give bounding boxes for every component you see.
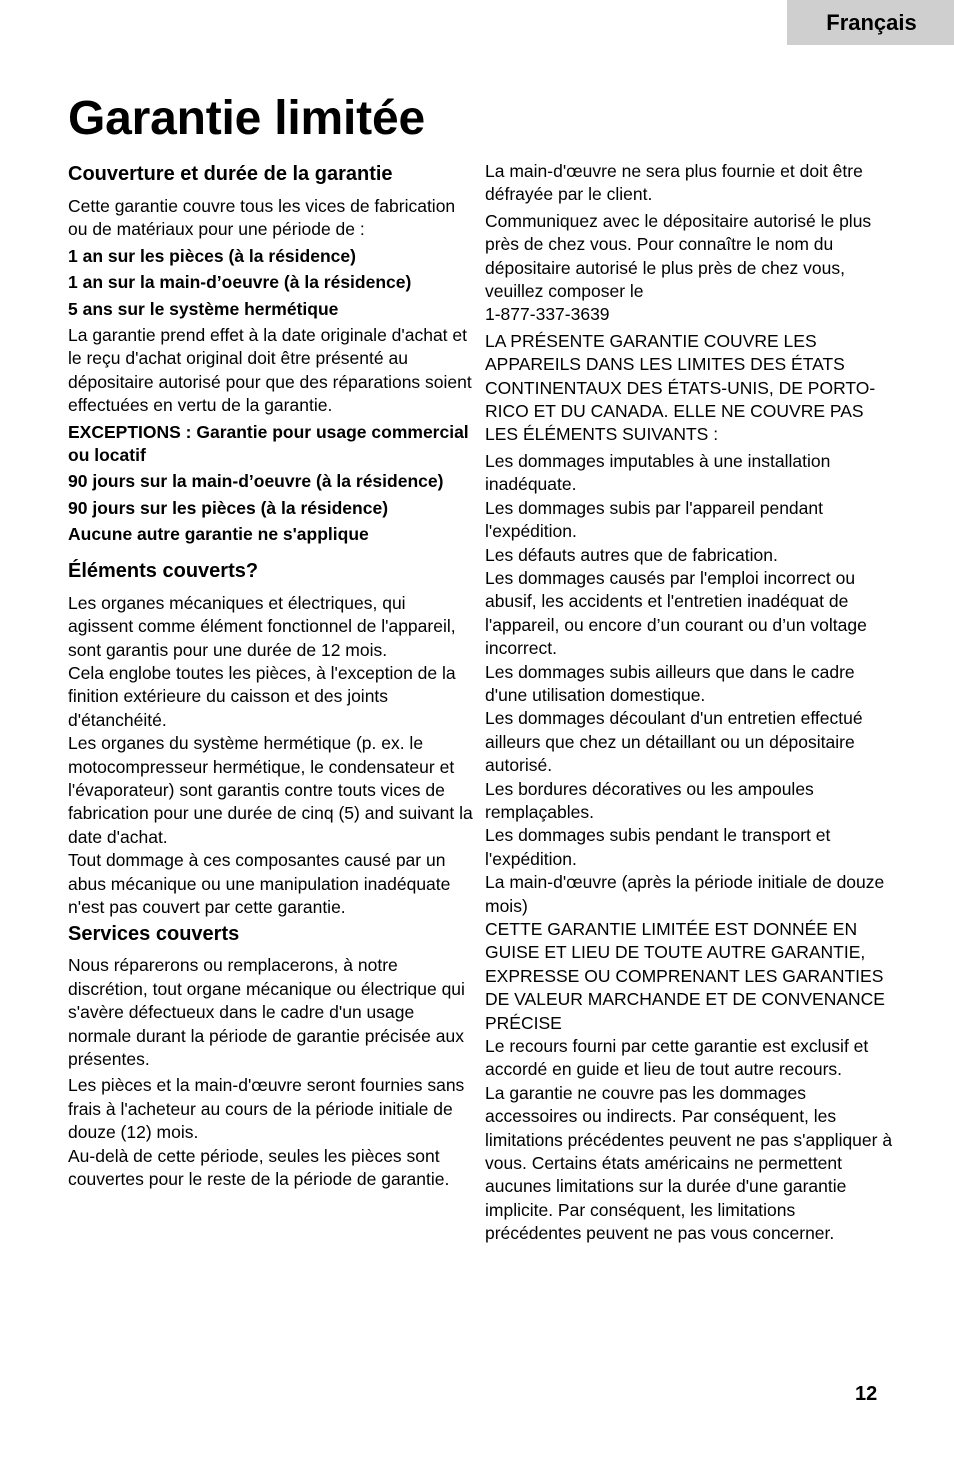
left-column — [68, 160, 473, 1191]
coverage-term: Aucune autre garantie ne s'applique — [68, 524, 369, 545]
coverage-term: 5 ans sur le système hermétique — [68, 298, 339, 319]
paragraph: Communiquez avec le dépositaire autorisé le plus près de chez vous. Pour connaître le nom du dépositaire autorisé le plus près de chez vous, veuillez composer le — [485, 210, 872, 302]
paragraph: Les pièces et la main-d'œuvre seront fournies sans frais à l'acheteur au cours de la période initiale de douze (12) mois. — [68, 1075, 465, 1143]
paragraph: Le recours fourni par cette garantie est exclusif et accordé en guide et lieu de tout autre recours. — [485, 1036, 869, 1080]
paragraph: Cette garantie couvre tous les vices de fabrication ou de matériaux pour une période de : — [68, 196, 456, 240]
paragraph: Nous réparerons ou remplacerons, à notre discrétion, tout organe mécanique ou électrique qui s'avère défectueux dans le cadre d'un usage normale durant la période de garantie précisée aux présentes. — [68, 955, 465, 1069]
exclusion-item: Les dommages subis par l'appareil pendant l'expédition. — [485, 497, 823, 542]
phone-number: 1-877-337-3639 — [485, 304, 610, 325]
paragraph: CETTE GARANTIE LIMITÉE EST DONNÉE EN GUISE ET LIEU DE TOUTE AUTRE GARANTIE, EXPRESSE OU COMPRENANT LES GARANTIES DE VALEUR MARCHANDE ET DE CONVENANCE PRÉCISE — [485, 919, 885, 1033]
paragraph: Les organes mécaniques et électriques, qui agissent comme élément fonctionnel de l'appareil, sont garantis pour une durée de 12 mois. — [68, 592, 456, 660]
exclusion-item: Les défauts autres que de fabrication. — [485, 544, 778, 565]
right-column — [485, 160, 893, 1246]
paragraph: La main-d'œuvre ne sera plus fournie et doit être défrayée par le client. — [485, 161, 863, 205]
exclusion-item: Les bordures décoratives ou les ampoules remplaçables. — [485, 778, 814, 822]
paragraph: Tout dommage à ces composantes causé par un abus mécanique ou une manipulation inadéquate n'est pas couvert par cette garantie. — [68, 850, 451, 917]
paragraph: LA PRÉSENTE GARANTIE COUVRE LES APPAREILS DANS LES LIMITES DES ÉTATS CONTINENTAUX DES ÉTATS-UNIS, DE PORTO-RICO ET DU CANADA. ELLE NE COUVRE PAS LES ÉLÉMENTS SUIVANTS : — [485, 330, 876, 445]
language-tab: Français — [787, 0, 954, 45]
paragraph: Au-delà de cette période, seules les pièces sont couvertes pour le reste de la période de garantie. — [68, 1145, 450, 1190]
exclusion-item: Les dommages causés par l'emploi incorrect ou abusif, les accidents et l'entretien inadéquat de l'appareil, ou encore d’un courant ou d’un voltage incorrect. — [485, 567, 867, 659]
paragraph: Cela englobe toutes les pièces, à l'exception de la finition extérieure du caisson et des joints d'étanchéité. — [68, 662, 456, 730]
section-heading-services: Services couverts — [68, 923, 240, 946]
section-heading-coverage: Couverture et durée de la garantie — [68, 163, 393, 185]
page-number: 12 — [855, 1383, 878, 1405]
page-title: Garantie limitée — [68, 92, 425, 145]
coverage-term: 90 jours sur la main-d’oeuvre (à la résidence) — [68, 471, 444, 492]
coverage-term: 90 jours sur les pièces (à la résidence) — [68, 497, 389, 518]
exceptions-heading: EXCEPTIONS : Garantie pour usage commercial ou locatif — [68, 421, 469, 466]
section-heading-covered-items: Éléments couverts? — [68, 559, 259, 582]
exclusion-item: La main-d'œuvre (après la période initiale de douze mois) — [485, 872, 885, 916]
coverage-term: 1 an sur la main-d’oeuvre (à la résidence) — [68, 272, 412, 293]
paragraph: La garantie ne couvre pas les dommages accessoires ou indirects. Par conséquent, les limitations précédentes peuvent ne pas s'appliquer à vous. Certains états américains ne permettent aucunes limitations sur la durée d'une garantie implicite. Par conséquent, les limitations précédentes peuvent ne pas vous concerner. — [485, 1082, 893, 1244]
exclusion-item: Les dommages imputables à une installation inadéquate. — [485, 450, 831, 495]
coverage-term: 1 an sur les pièces (à la résidence) — [68, 245, 356, 266]
exclusion-item: Les dommages subis ailleurs que dans le cadre d'une utilisation domestique. — [485, 661, 855, 705]
paragraph: Les organes du système hermétique (p. ex. le motocompresseur hermétique, le condensateur et l'évaporateur) sont garantis contre touts vices de fabrication pour une durée de cinq (5) and suivant la date d'achat. — [68, 733, 473, 847]
exclusion-item: Les dommages subis pendant le transport et l'expédition. — [485, 825, 831, 869]
exclusion-item: Les dommages découlant d'un entretien effectué ailleurs que chez un détaillant ou un dépositaire autorisé. — [485, 708, 863, 776]
paragraph: La garantie prend effet à la date originale d'achat et le reçu d'achat original doit être présenté au dépositaire autorisé pour que des réparations soient effectuées en vertu de la garantie. — [68, 325, 472, 416]
